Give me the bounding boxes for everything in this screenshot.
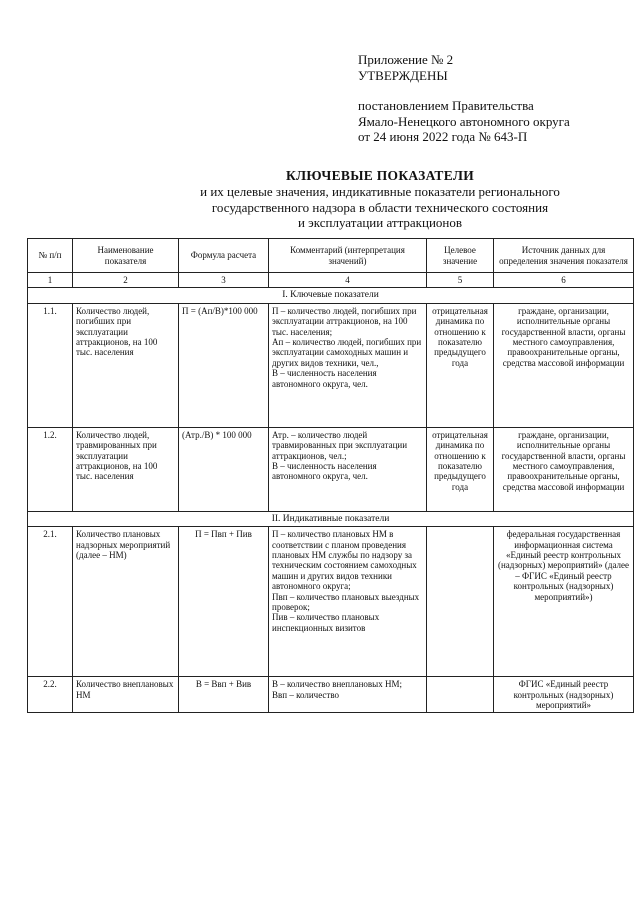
section-row (28, 511, 634, 526)
decree-line-2: Ямало-Ненецкого автономного округа (358, 113, 570, 129)
row-formula: В = Ввп + Вив (179, 677, 269, 713)
header-target: Целевое значение (427, 239, 494, 273)
section-heading: I. Ключевые показатели (28, 288, 634, 303)
row-num: 1.1. (28, 303, 73, 427)
row-comment-cell (269, 677, 427, 713)
col-number: 5 (427, 273, 494, 288)
col-number: 1 (28, 273, 73, 288)
table-row (28, 427, 634, 511)
row-comment: П – количество плановых НМ в соответствии с планом проведения плановых НМ службы по надзору за техническим состоянием самоходных машин и других видов техники автономного округа; Пвп – количество плановых выездных проверок; Пив – количество плановых инспекционных визитов (269, 527, 427, 677)
approved-label: УТВЕРЖДЕНЫ (358, 67, 448, 83)
row-name: Количество людей, погибших при эксплуатации аттракционов, на 100 тыс. населения (73, 303, 179, 427)
appendix-block (358, 52, 570, 145)
row-num: 1.2. (28, 427, 73, 511)
row-comment: Атр. – количество людей травмированных при эксплуатации аттракционов, чел.; В – численность населения автономного округа, чел. (269, 427, 427, 511)
row-target (427, 677, 494, 713)
col-number: 4 (269, 273, 427, 288)
col-number: 3 (179, 273, 269, 288)
row-source: граждане, организации, исполнительные органы государственной власти, органы местного самоуправления, правоохранительные органы, средства массовой информации (494, 303, 634, 427)
header-source: Источник данных для определения значения показателя (494, 239, 634, 273)
section-heading: II. Индикативные показатели (28, 511, 634, 526)
table-row (28, 303, 634, 427)
title-sub-1: и их целевые значения, индикативные показатели регионального (200, 184, 560, 199)
row-comment: В – количество внеплановых НМ; Ввп – количество (272, 679, 402, 700)
row-source: граждане, организации, исполнительные органы государственной власти, органы местного самоуправления, правоохранительные органы, средства массовой информации (494, 427, 634, 511)
document-title (120, 168, 640, 231)
row-source: федеральная государственная информационная система «Единый реестр контрольных (надзорных) мероприятий» (далее – ФГИС «Единый реестр контрольных (надзорных) мероприятий») (494, 527, 634, 677)
row-name: Количество внеплановых НМ (73, 677, 179, 713)
row-source: ФГИС «Единый реестр контрольных (надзорных) мероприятий» (494, 677, 634, 713)
col-number: 6 (494, 273, 634, 288)
title-main: КЛЮЧЕВЫЕ ПОКАЗАТЕЛИ (285, 168, 475, 183)
row-target (427, 527, 494, 677)
row-num: 2.1. (28, 527, 73, 677)
header-formula: Формула расчета (179, 239, 269, 273)
row-target: отрицательная динамика по отношению к показателю предыдущего года (427, 427, 494, 511)
row-target: отрицательная динамика по отношению к показателю предыдущего года (427, 303, 494, 427)
row-formula: П = Пвп + Пив (179, 527, 269, 677)
section-row (28, 288, 634, 303)
indicators-table (27, 238, 634, 713)
table-row (28, 527, 634, 677)
appendix-number: Приложение № 2 (358, 52, 454, 67)
title-sub-3: и эксплуатации аттракционов (297, 215, 463, 230)
header-comment: Комментарий (интерпретация значений) (269, 239, 427, 273)
row-formula: П = (Ап/В)*100 000 (179, 303, 269, 427)
row-name: Количество плановых надзорных мероприятий (далее – НМ) (73, 527, 179, 677)
decree-line-3: от 24 июня 2022 года № 643-П (358, 129, 528, 144)
header-num: № п/п (28, 239, 73, 273)
row-name: Количество людей, травмированных при эксплуатации аттракционов, на 100 тыс. населения (73, 427, 179, 511)
header-name: Наименование показателя (73, 239, 179, 273)
row-formula: (Атр./В) * 100 000 (179, 427, 269, 511)
col-number: 2 (73, 273, 179, 288)
table-row (28, 677, 634, 713)
header-row (28, 239, 634, 273)
row-num: 2.2. (28, 677, 73, 713)
decree-line-1: постановлением Правительства (358, 98, 534, 113)
column-number-row (28, 273, 634, 288)
row-comment: П – количество людей, погибших при эксплуатации аттракционов, на 100 тыс. населения; Ап – количество людей, погибших при эксплуатации самоходных машин и других видов техники, чел., В – численность населения автономного округа, чел. (269, 303, 427, 427)
title-sub-2: государственного надзора в области технического состояния (211, 199, 549, 215)
